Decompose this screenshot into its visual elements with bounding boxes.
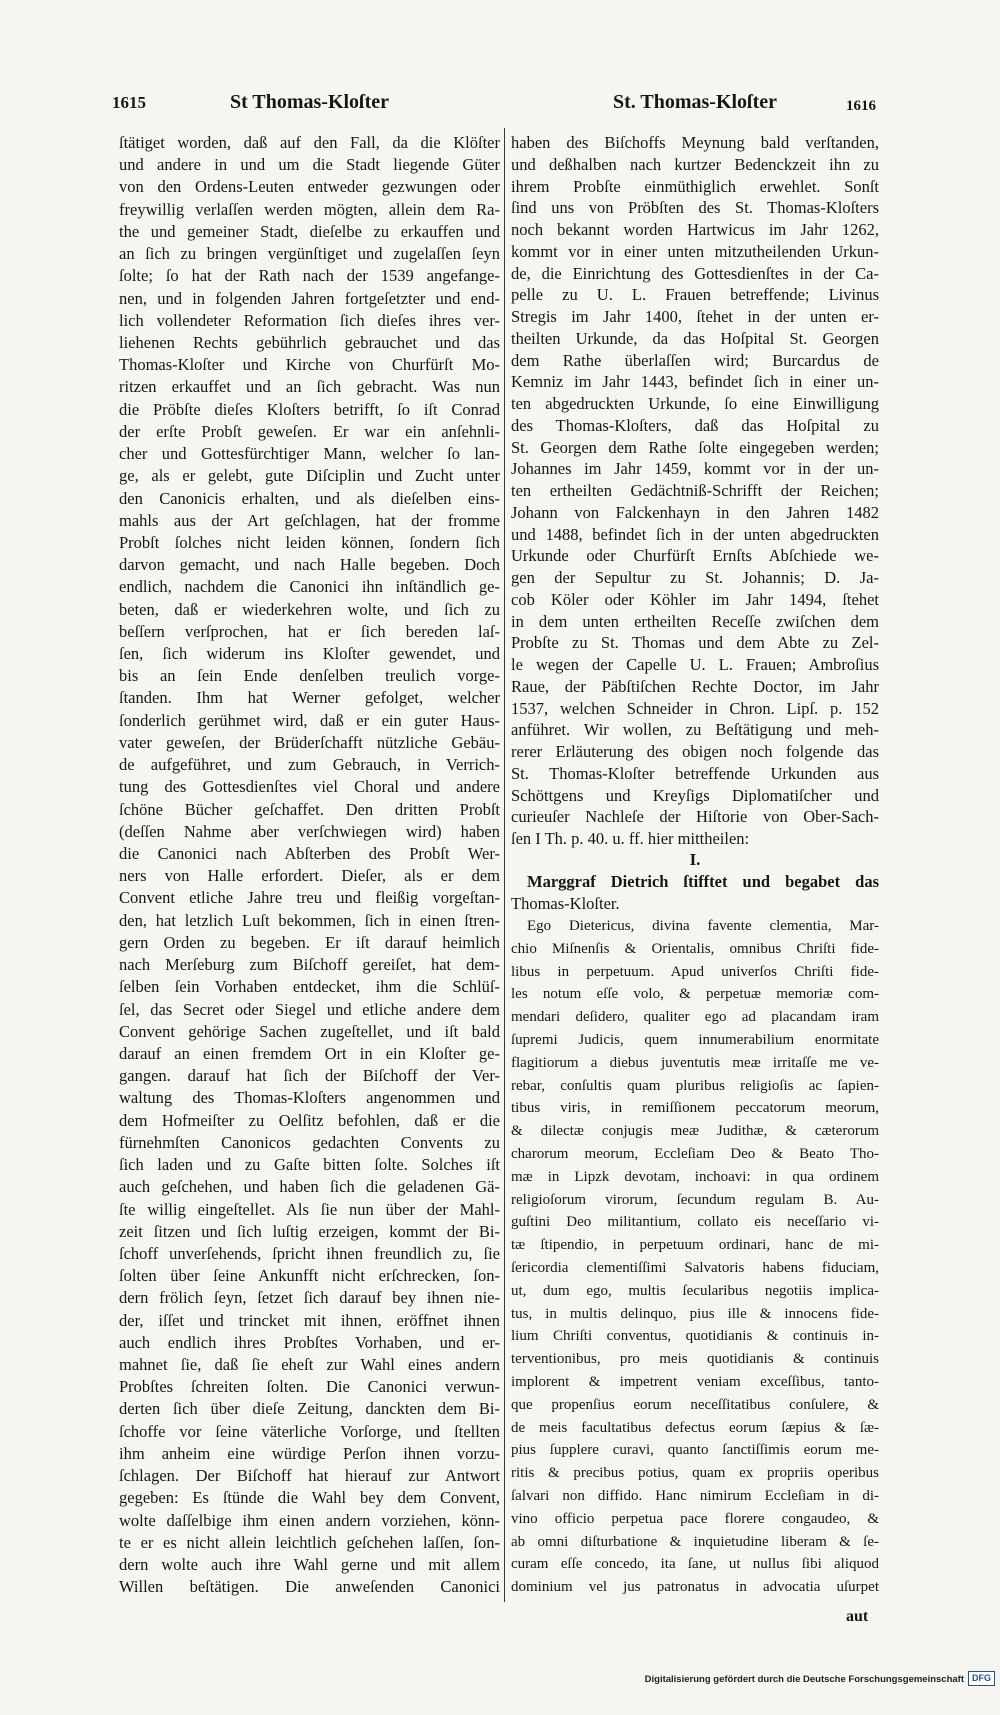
text-line: Probſte zu St. Thomas und dem Abte zu Zel- xyxy=(511,633,879,653)
page-number-left: 1615 xyxy=(112,93,146,112)
text-line: ſolten über ſeine Ankunfft nicht erſchrecken, ſon- xyxy=(119,1266,500,1286)
text-line: pelle zu U. L. Frauen betreffende; Livinus xyxy=(511,285,879,305)
latin-text-line: que propenſius eorum neceſſitatibus conſulere, & xyxy=(511,1396,879,1413)
text-line: derten ſich über dieſe Zeitung, danckten dem Bi- xyxy=(119,1399,500,1419)
text-line: Willen beſtätigen. Die anweſenden Canonici xyxy=(119,1577,500,1597)
text-line: ſchlagen. Der Biſchoff hat hierauf zur Antwort xyxy=(119,1466,500,1486)
right-column-latin-charter xyxy=(511,915,879,1599)
heading-line: Thomas-Kloſter. xyxy=(511,893,620,913)
text-line: dern wolte auch ihre Wahl gerne und mit allem xyxy=(119,1555,500,1574)
text-line: die Canonici nach Abſterben des Probſt Wer- xyxy=(119,844,500,863)
text-line: Thomas-Kloſter und Kirche von Churfürſt Mo- xyxy=(119,355,500,375)
latin-text-line: ſalvari non diffido. Hanc nimirum Eccleſiam in di- xyxy=(511,1487,879,1504)
text-line: (deſſen Nahme aber verſchwiegen wird) haben xyxy=(119,821,500,841)
left-column xyxy=(119,132,500,1598)
latin-text-line: Ego Dietericus, divina favente clementia, Mar- xyxy=(527,918,879,934)
text-line: ihrem Probſte einmüthiglich erwehlet. Sonſt xyxy=(511,176,879,196)
latin-text-line: libus in perpetuum. Apud univerſos Chriſti fide- xyxy=(511,963,879,980)
text-line: Kemniz im Jahr 1443, befindet ſich in einer un- xyxy=(511,372,879,392)
text-line: St. Thomas-Kloſter betreffende Urkunden aus xyxy=(511,763,879,783)
text-line: und andere in und um die Stadt liegende Güter xyxy=(119,155,500,175)
text-line: Probſtes ſchreiten ſolten. Die Canonici verwun- xyxy=(119,1377,500,1397)
text-line: und deßhalben nach kurtzer Bedenckzeit ihn zu xyxy=(511,154,879,174)
text-line: cob Köler oder Köhler im Jahr 1494, ſtehet xyxy=(511,589,879,609)
latin-text-line: chio Miſnenſis & Orientalis, omnibus Chriſti fide- xyxy=(511,940,879,957)
text-line: gegeben: Es ſtünde die Wahl bey dem Convent, xyxy=(119,1488,500,1508)
text-line: anführet. Wir wollen, zu Beſtätigung und meh- xyxy=(511,720,879,740)
text-line: mahnet ſie, daß ſie eheſt zur Wahl eines andern xyxy=(119,1355,500,1375)
text-line: ſte willig eingeſtellet. Als ſie nun über der Mahl- xyxy=(119,1199,500,1219)
text-line: waltung des Thomas-Kloſters angenommen und xyxy=(119,1088,500,1108)
text-line: endlich, nachdem die Canonici ihn inſtändlich ge- xyxy=(119,577,500,597)
text-line: gen der Sepultur zu St. Johannis; D. Ja- xyxy=(511,568,879,587)
text-line: ſen I Th. p. 40. u. ff. hier mittheilen: xyxy=(511,829,750,848)
text-line: lich vollendeter Reformation ſich dieſes ihres ver- xyxy=(119,310,500,330)
latin-text-line: mæ in Lipzk devotam, inchoavi: in qua ordinem xyxy=(511,1168,879,1185)
latin-text-line: pius ſupplere curavi, quanto ſanctiſſimis eorum me- xyxy=(511,1442,879,1459)
text-line: liehenen Rechts gebührlich gebrauchet und das xyxy=(119,332,500,352)
text-line: Probſt ſolches nicht leiden können, ſondern ſich xyxy=(119,532,500,552)
text-line: ge, als er gelebt, gute Diſciplin und Zucht unter xyxy=(119,466,500,486)
text-line: in dem unten ertheilten Receſſe zwiſchen dem xyxy=(511,611,879,631)
text-line: dem Hofmeiſter zu Oelſitz befohlen, daß er die xyxy=(119,1110,500,1130)
latin-text-line: charorum meorum, Eccleſiam Deo & Beato Tho- xyxy=(511,1145,879,1162)
text-line: ten abgedruckten Urkunde, ſo eine Einwilligung xyxy=(511,394,879,413)
latin-text-line: tus, in multis delinquo, pius ille & innocens fide- xyxy=(511,1305,879,1322)
latin-text-line: dominium vel jus patronatus in advocatia uſurpet xyxy=(511,1579,879,1596)
text-line: darvon gemacht, und nach Halle begeben. Doch xyxy=(119,555,500,575)
text-line: 1537, welchen Schneider in Chron. Lipſ. p. 152 xyxy=(511,698,879,718)
text-line: von den Ordens-Leuten entweder gezwungen oder xyxy=(119,177,500,197)
latin-text-line: curam eſſe concedo, ita ſane, ut nullus ſibi aliquod xyxy=(511,1556,879,1573)
text-line: mahls aus der Art geſchlagen, hat der fromme xyxy=(119,510,500,530)
text-line: die Pröbſte dieſes Kloſters betrifft, ſo iſt Conrad xyxy=(119,399,500,419)
text-line: bis an ſein Ende denſelben treulich vorge- xyxy=(119,666,500,686)
text-line: de aufgeführet, und zum Gebrauch, in Verrich- xyxy=(119,755,500,775)
text-line: des Thomas-Kloſters, daß das Hoſpital zu xyxy=(511,415,879,435)
text-line: ritzen erkauffet und an ſich gebracht. Was nun xyxy=(119,377,500,397)
latin-text-line: mendari deſidero, qualiter ego ad placandam iram xyxy=(511,1009,879,1026)
text-line: beten, daß er wiederkehren wolte, und ſich zu xyxy=(119,599,500,619)
text-line: den Canonicis erhalten, und als dieſelben eins- xyxy=(119,488,500,508)
text-line: beſſern verſprochen, hat er ſich bereden laſ- xyxy=(119,621,500,641)
text-line: kommt vor in einer unten mitzutheilenden Urkun- xyxy=(511,241,879,261)
text-line: rerer Erläuterung des obigen noch folgende das xyxy=(511,742,879,761)
latin-text-line: implorent & impetrent veniam exceſſibus, tanto- xyxy=(511,1373,879,1390)
text-line: darauf an einen fremdem Ort in ein Kloſter ge- xyxy=(119,1043,500,1063)
text-line: gern Orden zu begeben. Er iſt darauf heimlich xyxy=(119,932,500,952)
text-line: ſind uns von Pröbſten des St. Thomas-Kloſters xyxy=(511,198,879,218)
text-line: nen, und in folgenden Jahren fortgeſetzter und end- xyxy=(119,288,500,308)
latin-text-line: terventionibus, pro meis quotidianis & continuis xyxy=(511,1351,879,1368)
text-line: de, die Einrichtung des Gottesdienſtes in der Ca- xyxy=(511,263,879,283)
text-line: Schöttgens und Kreyſigs Diplomatiſcher und xyxy=(511,785,879,805)
latin-text-line: guſtini Deo militantium, collato eis neceſſario vi- xyxy=(511,1214,879,1231)
latin-text-line: de meis facultatibus defectus eorum ſæpius & ſæ- xyxy=(511,1419,879,1436)
text-line: auch geſchehen, und haben ſich die geladenen Gä- xyxy=(119,1177,500,1197)
text-line: the und gemeiner Stadt, dieſelbe zu erkauffen und xyxy=(119,221,500,241)
latin-text-line: ritis & precibus potius, quam ex propriis operibus xyxy=(511,1465,879,1482)
text-line: ſelben ſein Vorhaben entdecket, ihm die Schlüſ- xyxy=(119,977,500,997)
latin-text-line: & dilectæ conjugis meæ Judithæ, & cæterorum xyxy=(511,1123,879,1140)
latin-text-line: ſupremi Judicis, quem innumerabilium enormitate xyxy=(511,1031,879,1048)
text-line: ſonderlich gerühmet wird, daß er ein guter Haus- xyxy=(119,710,500,730)
text-line: ſchoffe vor ſeine väterliche Vorſorge, und ſtellten xyxy=(119,1421,500,1441)
text-line: ſtanden. Ihm hat Werner gefolget, welcher xyxy=(119,688,500,708)
text-line: Stregis im Jahr 1400, ſtehet in der unten er- xyxy=(511,307,879,326)
text-line: te er es nicht allein leichtlich geſchehen laſſen, ſon- xyxy=(119,1532,500,1552)
text-line: theilten Urkunde, da das Hoſpital St. Georgen xyxy=(511,328,879,348)
digitization-credit: Digitalisierung gefördert durch die Deutsche Forschungsgemeinschaft xyxy=(644,1674,964,1685)
document-number: I. xyxy=(689,850,701,869)
text-line: gangen. darauf hat ſich der Biſchoff der Ver- xyxy=(119,1066,500,1086)
text-line: vater geweſen, der Brüderſchafft nützliche Gebäu- xyxy=(119,732,500,752)
text-line: tung des Gottesdienſtes viel Choral und andere xyxy=(119,777,500,797)
text-line: haben des Biſchoffs Meynung bald verſtanden, xyxy=(511,133,879,152)
text-line: le wegen der Capelle U. L. Frauen; Ambroſius xyxy=(511,655,879,674)
latin-text-line: religioſorum virorum, ſecundum regulam B. Au- xyxy=(511,1191,879,1208)
latin-text-line: vino officio perpetua pace florere congaudeo, & xyxy=(511,1510,879,1527)
text-line: ſchoff unverſehends, ſpricht ihnen freundlich zu, ſie xyxy=(119,1243,500,1263)
text-line: ſtätiget worden, daß auf den Fall, da die Klöſter xyxy=(119,133,500,152)
document-heading xyxy=(511,871,879,914)
text-line: St. Georgen dem Rathe ſolte eingegeben werden; xyxy=(511,437,879,457)
text-line: der erſte Probſt geweſen. Er war ein anſehnli- xyxy=(119,421,500,441)
text-line: ſel, das Secret oder Siegel und etliche andere dem xyxy=(119,999,500,1019)
text-line: dem Rathe überlaſſen wird; Burcardus de xyxy=(511,350,879,370)
latin-text-line: tæ ſtipendio, in perpetuum ordinari, hanc de mi- xyxy=(511,1237,879,1254)
text-line: zeit ſitzen und ſich luſtig erzeigen, kommt der Bi- xyxy=(119,1221,500,1241)
running-head-left: St Thomas-Kloſter xyxy=(229,91,390,113)
text-line: ners von Halle erfordert. Dieſer, als er dem xyxy=(119,866,500,886)
text-line: noch bekannt worden Hartwicus im Jahr 1262, xyxy=(511,220,879,239)
text-line: der, iſſet und trincket mit ihnen, eröffnet ihnen xyxy=(119,1310,500,1330)
text-line: Convent etliche Jahre treu und fleißig vorgeſtan- xyxy=(119,888,500,908)
text-line: den, hat letzlich Luſt bekommen, ſich in einen ſtren- xyxy=(119,910,500,930)
column-divider xyxy=(504,128,505,1602)
text-line: cher und Gottesfürchtiger Mann, welcher ſo lan- xyxy=(119,444,500,464)
text-line: fürnehmſten Canonicos gedachten Convents zu xyxy=(119,1132,500,1152)
text-line: Johann von Falckenhayn in den Jahren 1482 xyxy=(511,502,879,522)
catchword: aut xyxy=(846,1608,869,1625)
running-head-right: St. Thomas-Kloſter xyxy=(612,91,778,113)
text-line: Urkunde oder Churfürſt Ernſts Abſchiede we- xyxy=(511,546,879,566)
page-number-right: 1616 xyxy=(846,98,876,114)
latin-text-line: lium Chriſti conventus, quotidianis & continuis in- xyxy=(511,1328,879,1345)
latin-text-line: flagitiorum a diebus juventutis meæ irritaſſe me ve- xyxy=(511,1054,879,1071)
text-line: ſchöne Bücher geſchaffet. Den dritten Probſt xyxy=(119,799,500,819)
latin-text-line: les notum eſſe volo, & perpetuæ memoriæ com- xyxy=(511,986,879,1003)
latin-text-line: ſericordia clementiſſimi Salvatoris habens fiduciam, xyxy=(511,1259,879,1276)
text-line: curieuſer Nachleſe der Hiſtorie von Ober-Sach- xyxy=(511,807,879,827)
text-line: ſolte; ſo hat der Rath nach der 1539 angefange- xyxy=(119,266,500,286)
text-line: dern frölich ſeyn, ſetzet ſich darauf bey ihnen nie- xyxy=(119,1288,500,1308)
text-line: auch endlich ihres Probſtes Vorhaben, und er- xyxy=(119,1332,500,1352)
text-line: ſen, ſich widerum ins Kloſter gewendet, und xyxy=(119,644,500,664)
text-line: und 1488, befindet ſich in der unten abgedruckten xyxy=(511,524,879,544)
text-line: Convent gehörige Sachen zugeſtellet, und iſt bald xyxy=(119,1021,500,1041)
latin-text-line: rebar, conſultis quam pluribus religioſis ac ſapien- xyxy=(511,1077,879,1094)
latin-text-line: tibus viris, in remiſſionem peccatorum meorum, xyxy=(511,1100,879,1117)
text-line: ten ertheilten Gedächtniß-Schrifft der Reichen; xyxy=(511,481,879,500)
text-line: freywillig verlaſſen werden mögten, allein dem Ra- xyxy=(119,199,500,219)
right-column-german xyxy=(511,132,879,850)
text-line: Raue, der Päbſtiſchen Rechte Doctor, im Jahr xyxy=(511,676,879,696)
text-line: an ſich zu bringen vergünſtiget und zugelaſſen ſeyn xyxy=(119,244,500,264)
text-line: wolte daſſelbige ihm einen andern vorziehen, könn- xyxy=(119,1510,500,1530)
heading-line: Marggraf Dietrich ſtifftet und begabet das xyxy=(527,872,879,891)
dfg-logo: DFG xyxy=(968,1671,995,1686)
text-line: Johannes im Jahr 1459, kommt vor in der un- xyxy=(511,459,879,479)
text-line: nach Merſeburg zum Biſchoff gereiſet, hat dem- xyxy=(119,955,500,975)
latin-text-line: ut, dum ego, multis ſecularibus negotiis implica- xyxy=(511,1282,879,1299)
latin-text-line: ab omni diſturbatione & inquietudine liberam & ſe- xyxy=(511,1533,879,1550)
text-line: ſich laden und zu Gaſte bitten ſolte. Solches iſt xyxy=(119,1155,500,1175)
text-line: ihm anheim eine würdige Perſon ihnen vorzu- xyxy=(119,1443,500,1463)
